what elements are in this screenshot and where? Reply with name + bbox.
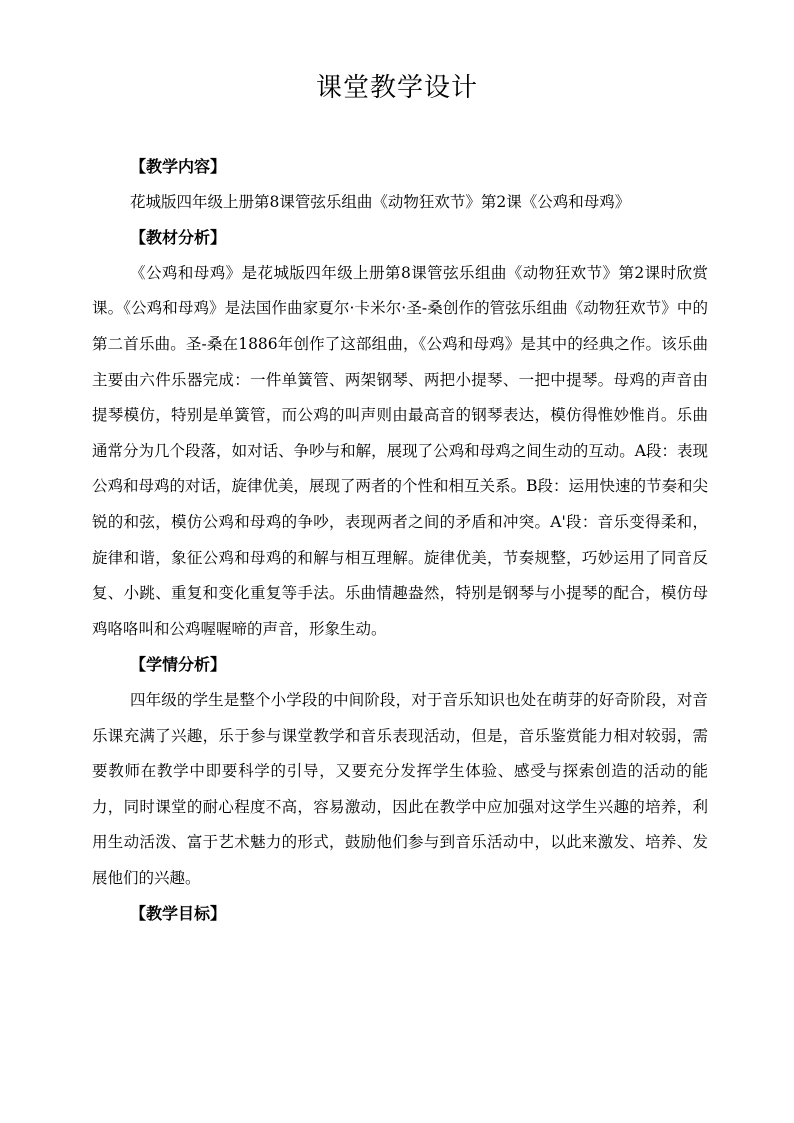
section-teaching-objectives <box>92 896 708 932</box>
section-textbook-analysis <box>92 220 708 647</box>
section-heading: 【学情分析】 <box>130 655 227 675</box>
section-heading: 【教学内容】 <box>130 157 227 176</box>
document-title: 课堂教学设计 <box>315 73 478 103</box>
section-paragraph: 《公鸡和母鸡》是花城版四年级上册第8课管弦乐组曲《动物狂欢节》第2课时欣赏课。《公鸡和母鸡》是法国作曲家夏尔·卡米尔·圣-桑创作的管弦乐组曲《动物狂欢节》中的第二首乐曲。圣-桑在1886年创作了这部组曲，《公鸡和母鸡》是其中的经典之作。该乐曲主要由六件乐器完成：一件单簧管、两架钢琴、两把小提琴、一把中提琴。母鸡的声音由提琴模仿，特别是单簧管，而公鸡的叫声则由最高音的钢琴表达，模仿得惟妙惟肖。乐曲通常分为几个段落，如对话、争吵与和解，展现了公鸡和母鸡之间生动的互动。A段：表现公鸡和母鸡的对话，旋律优美，展现了两者的个性和相互关系。B段：运用快速的节奏和尖锐的和弦，模仿公鸡和母鸡的争吵，表现两者之间的矛盾和冲突。A'段：音乐变得柔和，旋律和谐，象征公鸡和母鸡的和解与相互理解。旋律优美，节奏规整，巧妙运用了同音反复、小跳、重复和变化重复等手法。乐曲情趣盎然，特别是钢琴与小提琴的配合，模仿母鸡咯咯叫和公鸡喔喔啼的声音，形象生动。 <box>92 263 708 638</box>
section-student-analysis <box>92 647 708 896</box>
section-heading: 【教学目标】 <box>130 904 227 924</box>
section-paragraph: 四年级的学生是整个小学段的中间阶段，对于音乐知识也处在萌芽的好奇阶段，对音乐课充满了兴趣，乐于参与课堂教学和音乐表现活动，但是，音乐鉴赏能力相对较弱，需要教师在教学中即要科学的引导，又要充分发挥学生体验、感受与探索创造的活动的能力，同时课堂的耐心程度不高，容易激动，因此在教学中应加强对这学生兴趣的培养，利用生动活泼、富于艺术魅力的形式，鼓励他们参与到音乐活动中，以此来激发、培养、发展他们的兴趣。 <box>92 690 708 887</box>
document-body <box>92 149 708 932</box>
section-teaching-content <box>92 149 708 220</box>
section-paragraph: 花城版四年级上册第8课管弦乐组曲《动物狂欢节》第2课《公鸡和母鸡》 <box>130 192 631 211</box>
section-heading: 【教材分析】 <box>130 228 227 248</box>
